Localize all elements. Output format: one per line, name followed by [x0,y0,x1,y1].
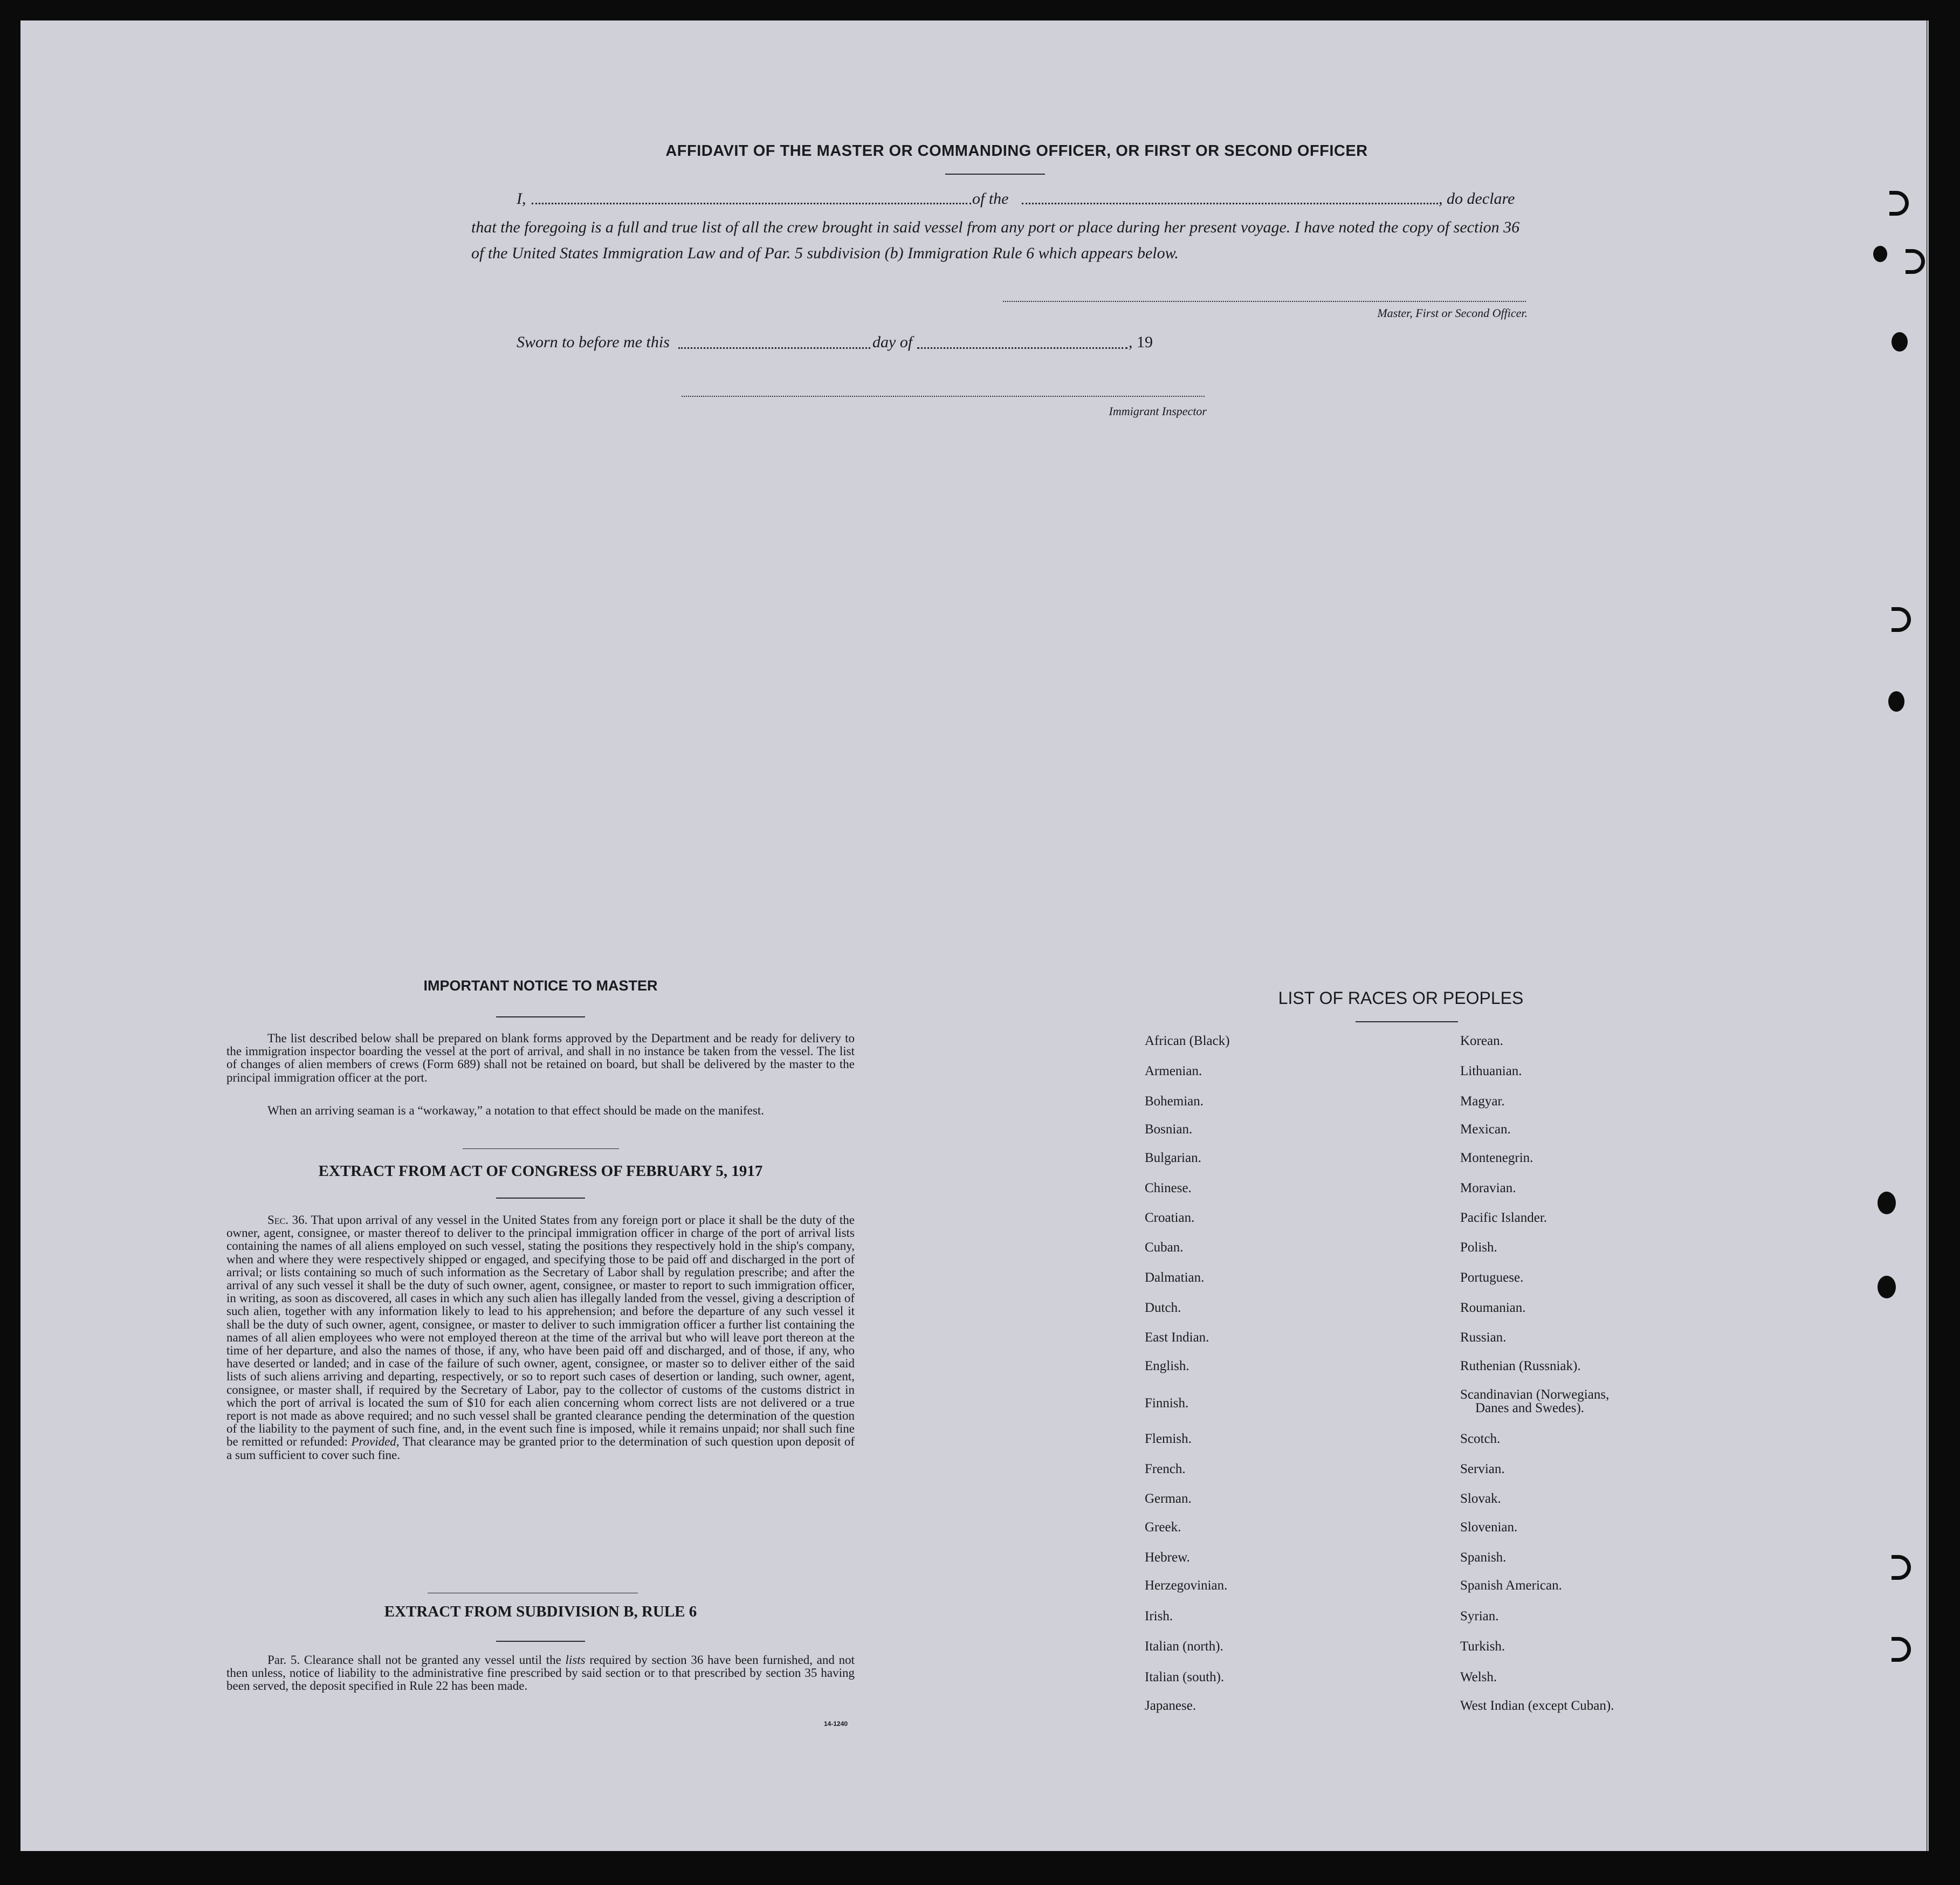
inspector-label: Immigrant Inspector [1109,404,1207,418]
notice-paragraph-2: When an arriving seaman is a “workaway,” a notation to that effect should be made on the manifest. [267,1104,764,1117]
race-right-item: Portuguese. [1460,1270,1524,1285]
race-right-item: West Indian (except Cuban). [1460,1698,1614,1713]
race-left-item: Bohemian. [1145,1094,1204,1109]
race-right-item: Syrian. [1460,1609,1499,1623]
race-left-item: Japanese. [1145,1698,1196,1713]
race-left-item: Italian (north). [1145,1639,1223,1654]
rule-extract-b: required by section 36 have been furnished, and not then unless, notice of liability to the administrative fine prescribed by said section or to that prescribed by section 35 having been served, the deposit specified in Rule 22 has been made. [226,1653,855,1693]
race-right-item: Ruthenian (Russniak). [1460,1359,1581,1373]
race-left-item: English. [1145,1359,1189,1373]
divider [496,1198,585,1199]
name-blank-line [532,203,971,204]
inspector-blank-line [682,396,1205,397]
act-extract-end: That clearance may be granted prior to the determination of such question upon deposit of a sum sufficient to cover such fine. [226,1435,855,1462]
binder-hole-icon [1888,691,1904,712]
document-page [20,20,1927,1851]
binder-hole-icon [1889,191,1909,216]
race-left-item: Finnish. [1145,1396,1189,1411]
race-left-item: Hebrew. [1145,1550,1190,1565]
binder-hole-icon [1892,332,1908,352]
race-left-item: Dalmatian. [1145,1270,1205,1285]
day-of-label: day of [872,333,913,351]
race-right-item: Moravian. [1460,1181,1516,1195]
binder-hole-icon [1878,1192,1896,1214]
act-extract-body: 36. That upon arrival of any vessel in the United States from any foreign port or place it shall be the duty of the owner, agent, consignee, or master thereof to deliver to the principal immigration officer in charge of the port of arrival lists containing the names of all aliens employed on such vessel, stating the positions they respectively hold in the ship's company, when and where they were respectively shipped or engaged, and specifying those to be paid off and discharged in the port of arrival; or lists containing so much of such information as the Secretary of Labor shall by regulation prescribe; and after the arrival of any such vessel it shall be the duty of such owner, agent, consignee, or master to report to such immigration officer, in writing, as soon as discovered, all cases in which any such alien has illegally landed from the vessel, giving a description of such alien, together with any information likely to lead to his apprehension; and before the departure of any such vessel it shall be the duty of such owner, agent, consignee, or master to deliver to such immigration officer a further list containing the names of all alien employees who were not employed thereon at the time of the arrival but who will leave port thereon at the time of her departure, and also the names of those, if any, who have been paid off and discharged, and of those, if any, who have deserted or landed; and in case of the failure of such owner, agent, consignee, or master so to deliver either of the said lists of such aliens arriving and departing, respectively, or so to report such cases of desertion or landing, such owner, agent, consignee, or master shall, if required by the Secretary of Labor, pay to the collector of customs of the customs district in which the port of arrival is located the sum of $10 for each alien concerning whom correct lists are not delivered or a true report is not made as above required; and no such vessel shall be granted clearance pending the determination of the question of the liability to the payment of such fine, and, in the event such fine is imposed, while it remains unpaid; nor shall such fine be remitted or refunded: [226,1213,855,1449]
race-right-item: Slovenian. [1460,1520,1518,1535]
affidavit-paragraph: that the foregoing is a full and true list of all the crew brought in said vessel from any port or place during her present voyage. I have noted the copy of section 36 of the United States Immigration Law and of Par. 5 subdivision (b) Immigration Rule 6 which appears below. [471,218,1520,262]
race-left-item: French. [1145,1462,1186,1476]
month-blank-line [917,347,1127,349]
signature-label: Master, First or Second Officer. [1377,306,1528,320]
affidavit-declare-label: , do declare [1439,190,1515,208]
race-left-item: African (Black) [1145,1034,1230,1048]
rule-extract-a: Par. 5. Clearance shall not be granted any vessel until the [267,1653,561,1667]
divider [496,1016,585,1017]
race-right-item: Magyar. [1460,1094,1505,1109]
divider [945,174,1045,175]
race-left-item: Flemish. [1145,1432,1192,1446]
race-left-item: East Indian. [1145,1330,1209,1345]
race-left-item: Bulgarian. [1145,1151,1201,1165]
race-right-item: Mexican. [1460,1122,1511,1137]
race-left-item: Croatian. [1145,1210,1195,1225]
race-left-item: Dutch. [1145,1301,1181,1315]
race-left-item: Cuban. [1145,1240,1184,1255]
divider [463,1148,619,1149]
race-right-item: Polish. [1460,1240,1497,1255]
affidavit-i-label: I, [517,190,526,208]
binder-hole-icon [1892,1555,1911,1580]
binder-hole-icon [1892,607,1911,632]
race-right-item: Korean. [1460,1034,1503,1048]
race-left-item: Bosnian. [1145,1122,1193,1137]
year-label: , 19 [1129,333,1153,351]
provided-word: Provided, [351,1435,400,1449]
divider [496,1641,585,1642]
notice-title: IMPORTANT NOTICE TO MASTER [423,978,658,994]
divider [1356,1021,1458,1022]
rule-extract-title: EXTRACT FROM SUBDIVISION B, RULE 6 [384,1603,697,1620]
binder-hole-icon [1873,246,1887,262]
rule-extract-text [226,1654,855,1693]
notice-paragraph-1: The list described below shall be prepared on blank forms approved by the Department and be ready for delivery to the immigration inspector boarding the vessel at the port of arrival, and shall in no instance be taken from the vessel. The list of changes of alien members of crews (Form 689) shall not be retained on board, but shall be delivered by the master to the principal immigration officer at the port. [226,1031,855,1084]
race-right-item: Welsh. [1460,1670,1497,1684]
race-right-item: Turkish. [1460,1639,1505,1654]
race-left-item: Irish. [1145,1609,1173,1623]
race-left-item: Herzegovinian. [1145,1578,1228,1593]
race-left-item: German. [1145,1491,1192,1506]
day-blank-line [678,347,870,349]
sworn-label: Sworn to before me this [517,333,670,351]
lists-word: lists [565,1653,586,1667]
act-extract-title: EXTRACT FROM ACT OF CONGRESS OF FEBRUARY 5, 1917 [318,1162,763,1180]
race-right-item: Spanish American. [1460,1578,1562,1593]
race-right-item: Spanish. [1460,1550,1507,1565]
race-right-item: Pacific Islander. [1460,1210,1548,1225]
race-right-item: Lithuanian. [1460,1064,1522,1078]
race-right-item: Russian. [1460,1330,1507,1345]
binder-hole-icon [1892,1637,1911,1662]
race-right-item: Roumanian. [1460,1301,1526,1315]
race-right-item: Scandinavian (Norwegians, [1460,1387,1610,1402]
race-right-item: Servian. [1460,1462,1505,1476]
race-left-item: Chinese. [1145,1181,1192,1195]
race-left-item: Armenian. [1145,1064,1202,1078]
vessel-blank-line [1022,203,1438,204]
race-right-item: Danes and Swedes). [1475,1401,1585,1415]
race-left-item: Italian (south). [1145,1670,1225,1684]
affidavit-title: AFFIDAVIT OF THE MASTER OR COMMANDING OFFICER, OR FIRST OR SECOND OFFICER [665,142,1368,160]
race-right-item: Slovak. [1460,1491,1501,1506]
signature-blank-line [1003,301,1526,302]
race-right-item: Scotch. [1460,1432,1501,1446]
race-left-item: Greek. [1145,1520,1181,1535]
affidavit-of-label: of the [972,190,1009,208]
races-title: LIST OF RACES OR PEOPLES [1278,988,1524,1008]
act-extract-text [226,1214,855,1462]
sec-label: Sec. [267,1213,288,1227]
binder-hole-icon [1906,249,1925,274]
page-edge [1927,20,1929,1851]
binder-hole-icon [1878,1276,1896,1298]
race-right-item: Montenegrin. [1460,1151,1533,1165]
form-number: 14-1240 [824,1720,848,1728]
